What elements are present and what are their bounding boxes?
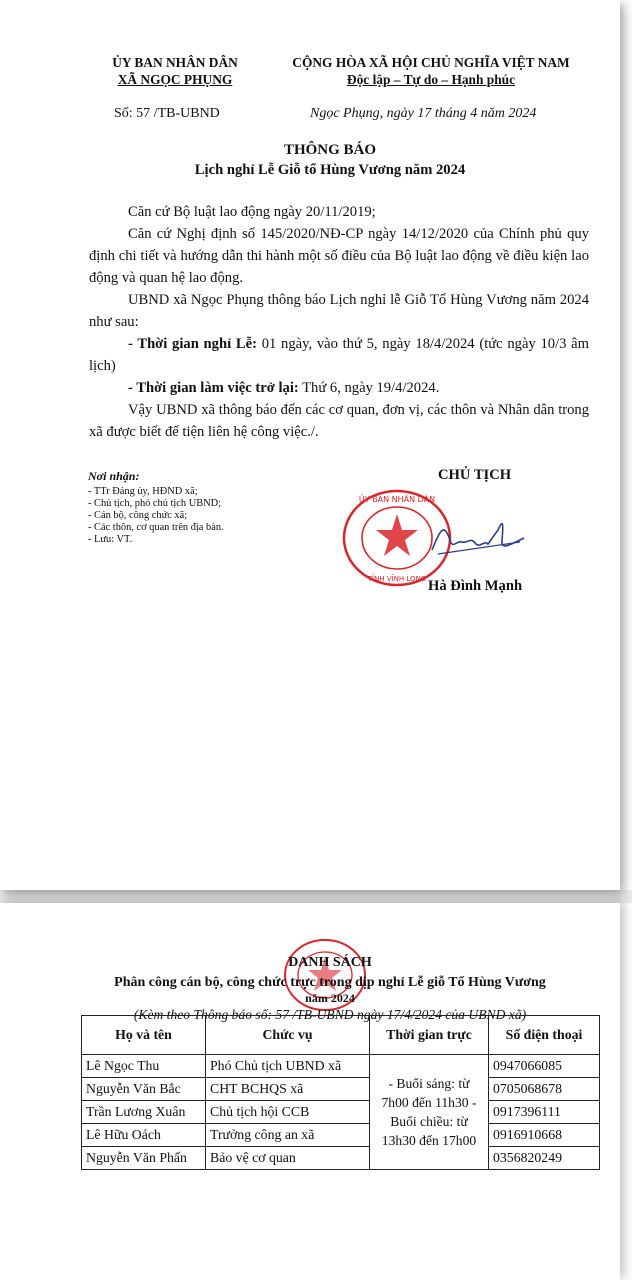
table-row (82, 1101, 600, 1124)
cell-phone: 0356820249 (489, 1147, 600, 1170)
signer-title: CHỦ TỊCH (438, 467, 512, 483)
col-shift: Thời gian trực (370, 1016, 489, 1055)
page-gap (0, 890, 632, 903)
agency-header (105, 54, 245, 88)
agency-line1: ỦY BAN NHÂN DÂN (112, 55, 238, 70)
roster-title: Phân công cán bộ, công chức trực trong dịp nghỉ Lễ giỗ Tổ Hùng Vương (114, 975, 546, 990)
recipient-item: - Chủ tịch, phó chủ tịch UBND; (88, 498, 222, 509)
svg-text:ỦY BAN NHÂN DÂN: ỦY BAN NHÂN DÂN (358, 495, 436, 504)
holiday-text: 01 ngày, vào thứ 5, ngày 18/4/2024 (tức ngày 10/3 âm lịch) (89, 336, 589, 374)
table-header (82, 1016, 600, 1055)
svg-text:TỈNH VĨNH LONG: TỈNH VĨNH LONG (367, 575, 427, 583)
cell-position: Phó Chủ tịch UBND xã (206, 1055, 370, 1078)
recipients-title: Nơi nhận: (88, 469, 140, 483)
cell-position: Trưởng công an xã (206, 1124, 370, 1147)
doc-number: Số: 57 /TB-UBND (114, 106, 220, 121)
cell-name: Nguyễn Văn Phấn (82, 1147, 206, 1170)
signature (428, 510, 528, 565)
resume-paragraph (89, 377, 589, 399)
cell-position: CHT BCHQS xã (206, 1078, 370, 1101)
table-row (82, 1078, 600, 1101)
roster-subtitle: (Kèm theo Thông báo số: 57 /TB-UBND ngày 17/4/2024 của UBND xã) (133, 1007, 527, 1022)
recipient-item: - TTr Đảng ủy, HĐND xã; (88, 486, 198, 497)
recipient-item: - Cán bộ, công chức xã; (88, 510, 188, 521)
cell-shift: - Buổi sáng: từ 7h00 đến 11h30 - Buổi chiều: từ 13h30 đến 17h00 (370, 1055, 489, 1170)
notice-body (89, 201, 589, 443)
cell-name: Nguyễn Văn Bắc (82, 1078, 206, 1101)
resume-text: Thứ 6, ngày 19/4/2024. (298, 380, 440, 396)
holiday-label: - Thời gian nghỉ Lễ: (128, 336, 257, 352)
cell-position: Bảo vệ cơ quan (206, 1147, 370, 1170)
cell-phone: 0947066085 (489, 1055, 600, 1078)
recipients-block (88, 470, 224, 546)
cell-name: Trần Lương Xuân (82, 1101, 206, 1124)
duty-table (81, 1015, 600, 1170)
doc-type: THÔNG BÁO (283, 142, 377, 158)
cell-phone: 0917396111 (489, 1101, 600, 1124)
nation-header (283, 54, 579, 88)
cell-phone: 0916910668 (489, 1124, 600, 1147)
signer-name: Hà Đình Mạnh (428, 578, 523, 594)
intro-paragraph: UBND xã Ngọc Phụng thông báo Lịch nghỉ lễ Giỗ Tổ Hùng Vương năm 2024 như sau: (89, 292, 589, 330)
col-phone: Số điện thoại (489, 1016, 600, 1055)
cell-name: Lê Hữu Oách (82, 1124, 206, 1147)
recipient-item: - Lưu: VT. (88, 534, 133, 545)
cell-position: Chủ tịch hội CCB (206, 1101, 370, 1124)
holiday-paragraph (89, 333, 589, 377)
basis-1: Căn cứ Bộ luật lao động ngày 20/11/2019; (128, 204, 376, 220)
agency-line2: XÃ NGỌC PHỤNG (117, 72, 233, 87)
roster-year: năm 2024 (305, 991, 355, 1005)
cell-phone: 0705068678 (489, 1078, 600, 1101)
place-date: Ngọc Phụng, ngày 17 tháng 4 năm 2024 (310, 106, 537, 121)
doc-title: Lịch nghỉ Lễ Giỗ tổ Hùng Vương năm 2024 (194, 162, 466, 178)
table-row (82, 1124, 600, 1147)
col-position: Chức vụ (206, 1016, 370, 1055)
resume-label: - Thời gian làm việc trở lại: (128, 380, 299, 396)
closing-paragraph: Vậy UBND xã thông báo đến các cơ quan, đơn vị, các thôn và Nhân dân trong xã được biết để tiện liên hệ công việc./. (89, 402, 589, 440)
nation-line1: CỘNG HÒA XÃ HỘI CHỦ NGHĨA VIỆT NAM (292, 55, 570, 70)
recipient-item: - Các thôn, cơ quan trên địa bàn. (88, 522, 224, 533)
table-row (82, 1147, 600, 1170)
basis-2: Căn cứ Nghị định số 145/2020/NĐ-CP ngày 14/12/2020 của Chính phủ quy định chi tiết và hướng dẫn thi hành một số điều của Bộ luật lao động về điều kiện lao động và quan hệ lao động. (89, 226, 589, 286)
col-name: Họ và tên (82, 1016, 206, 1055)
roster-heading: DANH SÁCH (288, 955, 372, 970)
cell-name: Lê Ngọc Thu (82, 1055, 206, 1078)
nation-line2: Độc lập – Tự do – Hạnh phúc (346, 72, 516, 87)
table-row (82, 1055, 600, 1078)
